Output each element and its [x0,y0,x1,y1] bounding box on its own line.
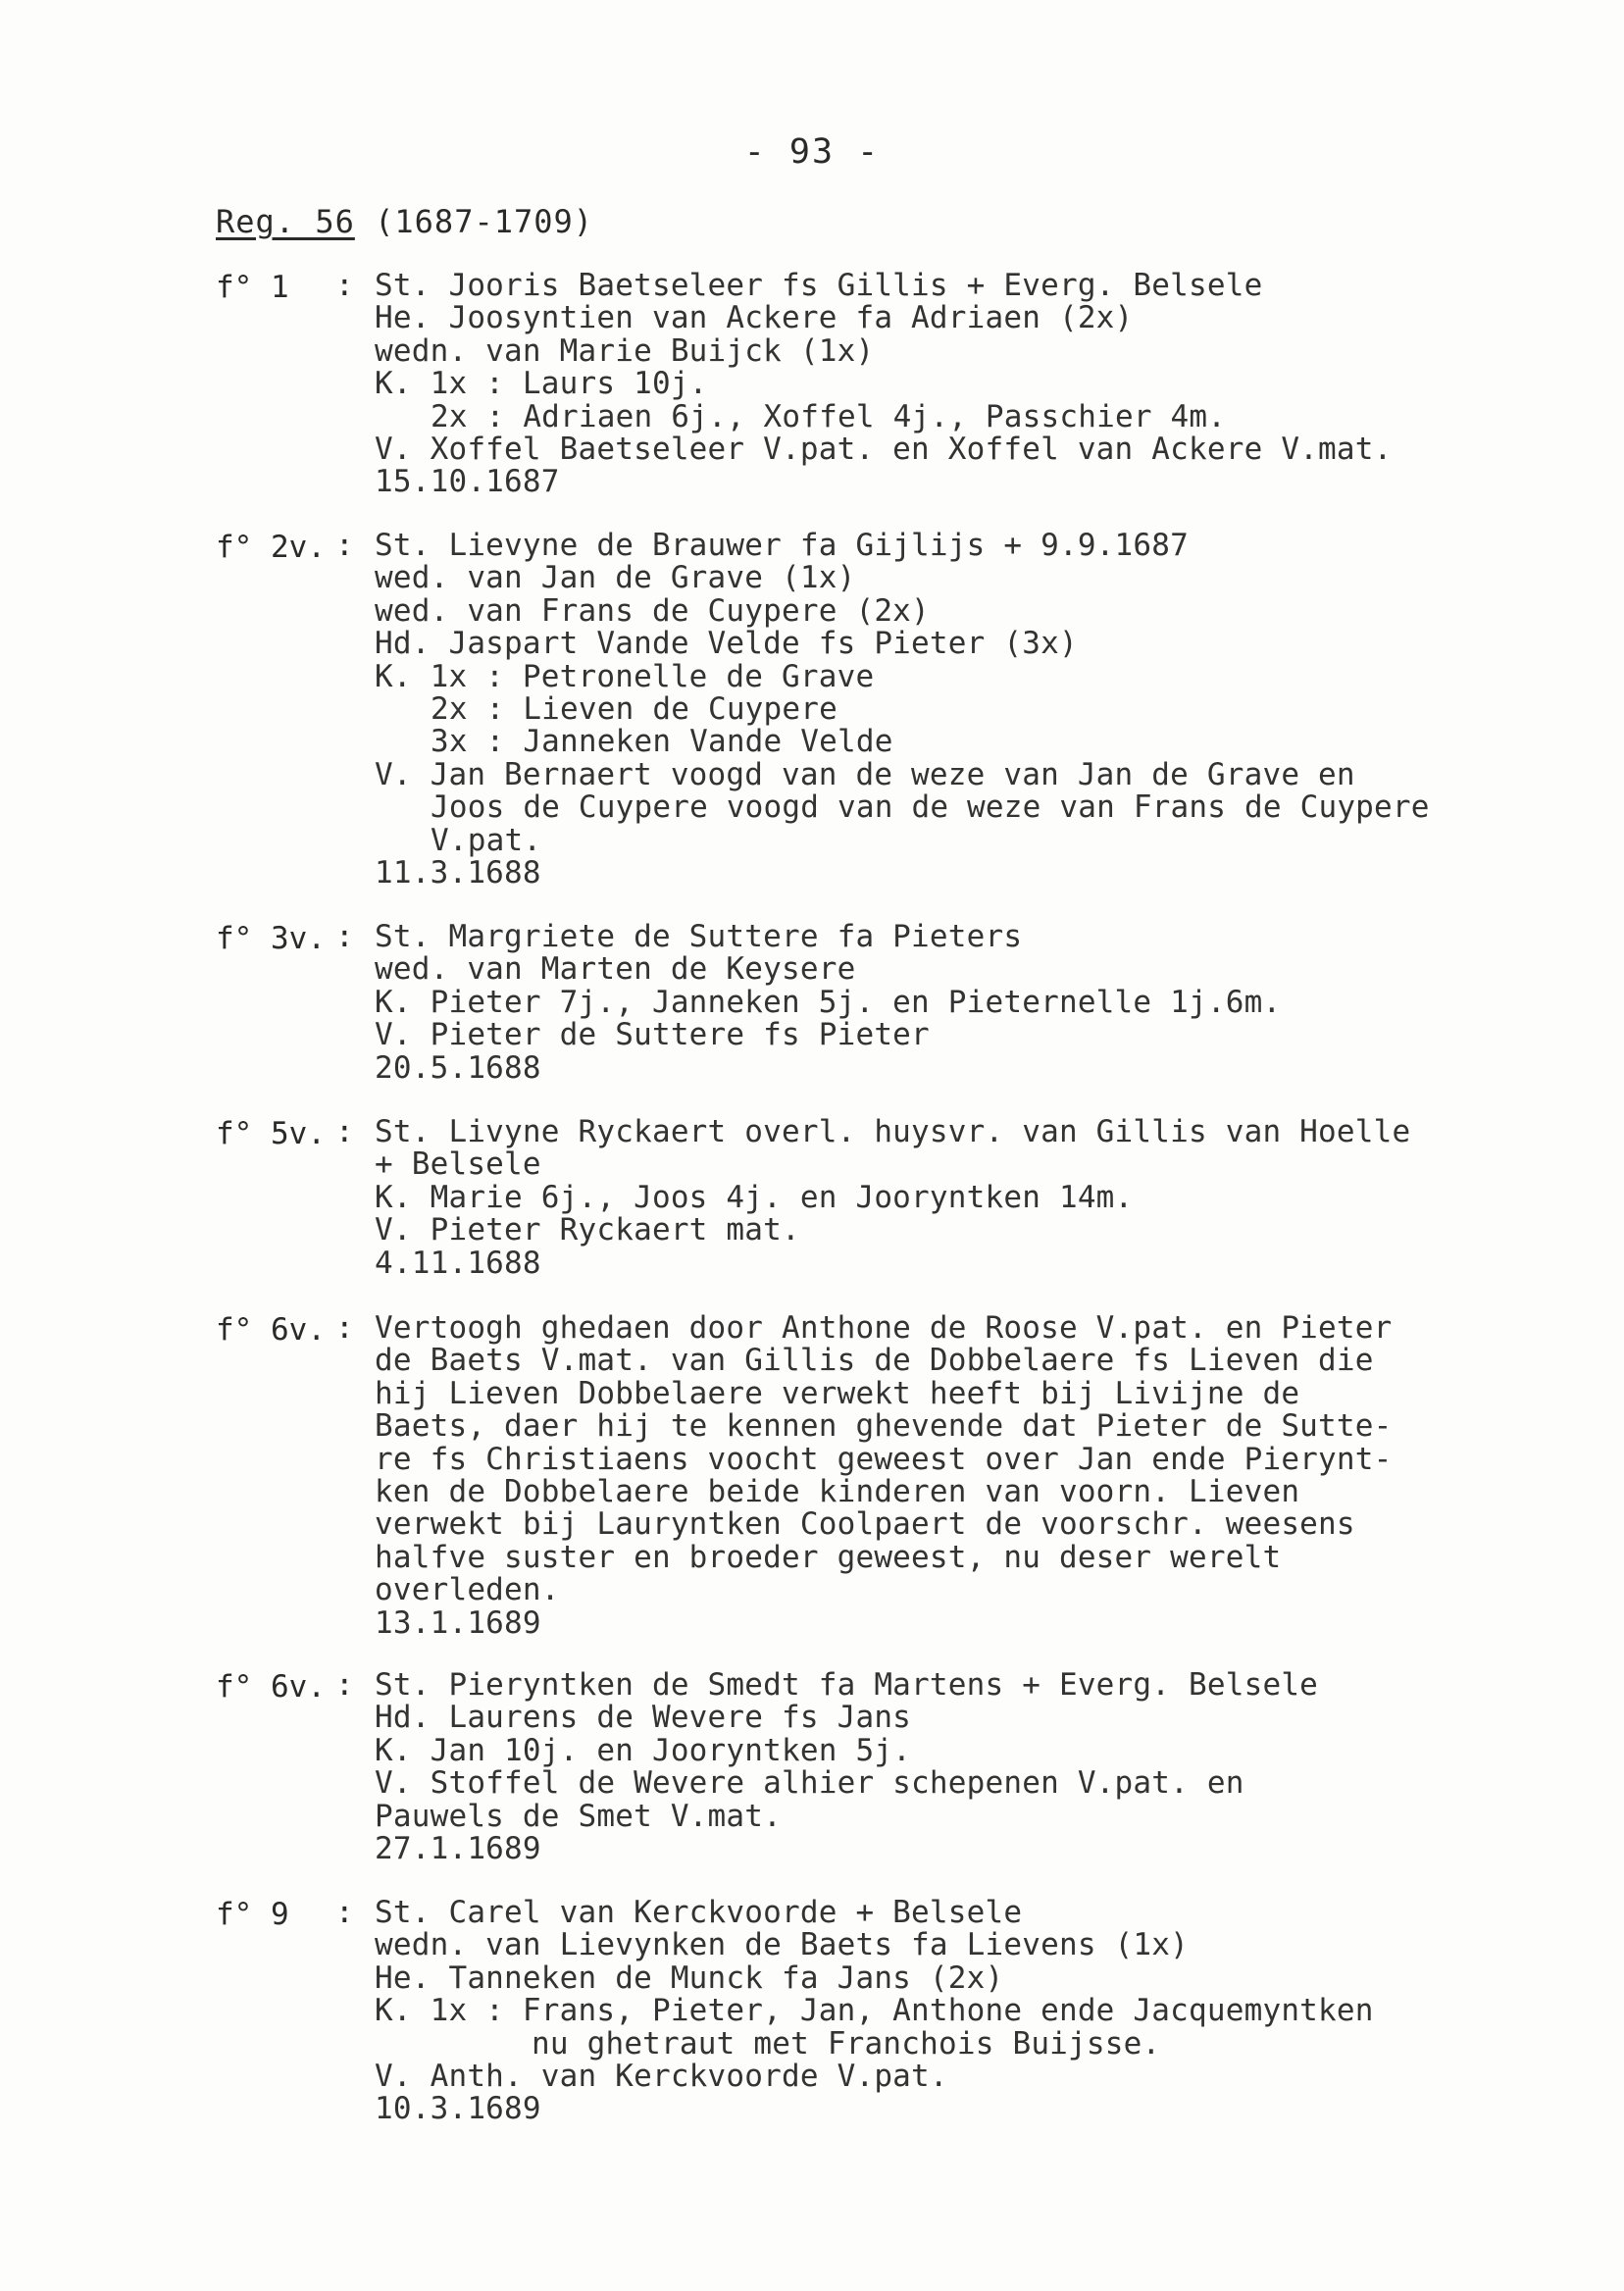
entry-lines [375,270,1393,499]
folio-separator: : [335,268,354,303]
entry-line: Pauwels de Smet V.mat. [375,1798,782,1834]
entry-line: Hd. Jaspart Vande Velde fs Pieter (3x) [375,626,1078,662]
entry-line: ken de Dobbelaere beide kinderen van voorn. Lieven [375,1473,1300,1509]
entry-line: St. Livyne Ryckaert overl. huysvr. van Gillis van Hoelle [375,1114,1411,1149]
folio-separator: : [335,1667,354,1703]
folio-separator: : [335,1310,354,1346]
entry-line: overleden. [375,1572,560,1608]
entry-line: 10.3.1689 [375,2091,541,2127]
folio-label: f° 1 [216,270,289,305]
register-label: Reg. 56 [216,203,355,240]
entry-lines [375,1897,1374,2126]
entry-line: nu ghetraut met Franchois Buijsse. [532,2025,1161,2062]
entry-line: V. Xoffel Baetseleer V.pat. en Xoffel van Ackere V.mat. [375,431,1393,467]
entry-line: K. 1x : Petronelle de Grave [375,658,875,694]
entry-lines [375,1312,1393,1640]
entry-line: St. Pieryntken de Smedt fa Martens + Everg. Belsele [375,1667,1319,1703]
folio-separator: : [335,1114,354,1149]
entry-line: verwekt bij Lauryntken Coolpaert de voorschr. weesens [375,1506,1355,1543]
entry-line: St. Lievyne de Brauwer fa Gijlijs + 9.9.1687 [375,528,1189,563]
entry-line: 11.3.1688 [375,854,541,891]
entry-line: 2x : Lieven de Cuypere [431,690,837,727]
entry-line: K. Jan 10j. en Jooryntken 5j. [375,1732,912,1768]
folio-label: f° 5v. [216,1116,326,1151]
entry-line: 2x : Adriaen 6j., Xoffel 4j., Passchier 4m. [431,398,1227,434]
entry-line: 15.10.1687 [375,464,560,500]
entry-lines [375,1116,1410,1280]
entry-line: Joos de Cuypere voogd van de weze van Frans de Cuypere [431,789,1430,826]
folio-separator: : [335,1895,354,1930]
entry-line: 13.1.1689 [375,1604,541,1641]
folio-label: f° 6v. [216,1312,326,1348]
entry-line: V. Anth. van Kerckvoorde V.pat. [375,2058,948,2094]
entry-line: K. Marie 6j., Joos 4j. en Jooryntken 14m. [375,1179,1134,1215]
folio-separator: : [335,528,354,563]
entry-line: V.pat. [431,822,542,858]
folio-label: f° 9 [216,1897,289,1932]
entry-line: halfve suster en broeder geweest, nu deser werelt [375,1539,1282,1575]
entry-line: 3x : Janneken Vande Velde [431,724,893,760]
page-number: - 93 - [743,132,881,172]
entry-line: V. Stoffel de Wevere alhier schepenen V.pat. en [375,1765,1244,1802]
entry-line: wed. van Jan de Grave (1x) [375,560,856,596]
entry-line: St. Carel van Kerckvoorde + Belsele [375,1895,1023,1930]
entry-line: de Baets V.mat. van Gillis de Dobbelaere fs Lieven die [375,1343,1374,1379]
entry-line: V. Pieter de Suttere fs Pieter [375,1017,930,1053]
folio-separator: : [335,919,354,954]
entry-line: 20.5.1688 [375,1049,541,1086]
register-years: (1687-1709) [375,203,594,240]
entry-line: Baets, daer hij te kennen ghevende dat Pieter de Sutte- [375,1408,1393,1445]
folio-label: f° 2v. [216,530,326,565]
folio-label: f° 6v. [216,1669,326,1705]
entry-line: re fs Christiaens voocht geweest over Jan ende Pierynt- [375,1441,1393,1477]
entry-lines [375,1669,1318,1865]
entry-line: wed. van Marten de Keysere [375,951,856,988]
entry-line: K. 1x : Frans, Pieter, Jan, Anthone ende Jacquemyntken [375,1993,1374,2029]
entry-line: K. Pieter 7j., Janneken 5j. en Pieternelle 1j.6m. [375,984,1282,1020]
entry-line: hij Lieven Dobbelaere verwekt heeft bij Livijne de [375,1375,1300,1411]
entry-line: Hd. Laurens de Wevere fs Jans [375,1700,912,1736]
entry-line: St. Margriete de Suttere fa Pieters [375,919,1023,954]
entry-lines [375,921,1281,1085]
entry-line: + Belsele [375,1146,541,1183]
entry-line: V. Jan Bernaert voogd van de weze van Jan de Grave en [375,756,1355,792]
entry-line: Vertoogh ghedaen door Anthone de Roose V.pat. en Pieter [375,1310,1393,1346]
entry-line: He. Tanneken de Munck fa Jans (2x) [375,1960,1004,1996]
entry-line: 4.11.1688 [375,1245,541,1281]
register-header [216,203,593,240]
entry-line: wedn. van Lievynken de Baets fa Lievens (1x) [375,1927,1189,1963]
entry-line: V. Pieter Ryckaert mat. [375,1212,800,1248]
entry-line: He. Joosyntien van Ackere fa Adriaen (2x) [375,300,1134,336]
folio-label: f° 3v. [216,921,326,956]
entry-line: St. Jooris Baetseleer fs Gillis + Everg. Belsele [375,268,1263,303]
entry-line: wedn. van Marie Buijck (1x) [375,332,875,369]
entry-line: 27.1.1689 [375,1830,541,1866]
entry-line: K. 1x : Laurs 10j. [375,366,708,402]
entry-lines [375,530,1430,890]
entry-line: wed. van Frans de Cuypere (2x) [375,592,930,629]
